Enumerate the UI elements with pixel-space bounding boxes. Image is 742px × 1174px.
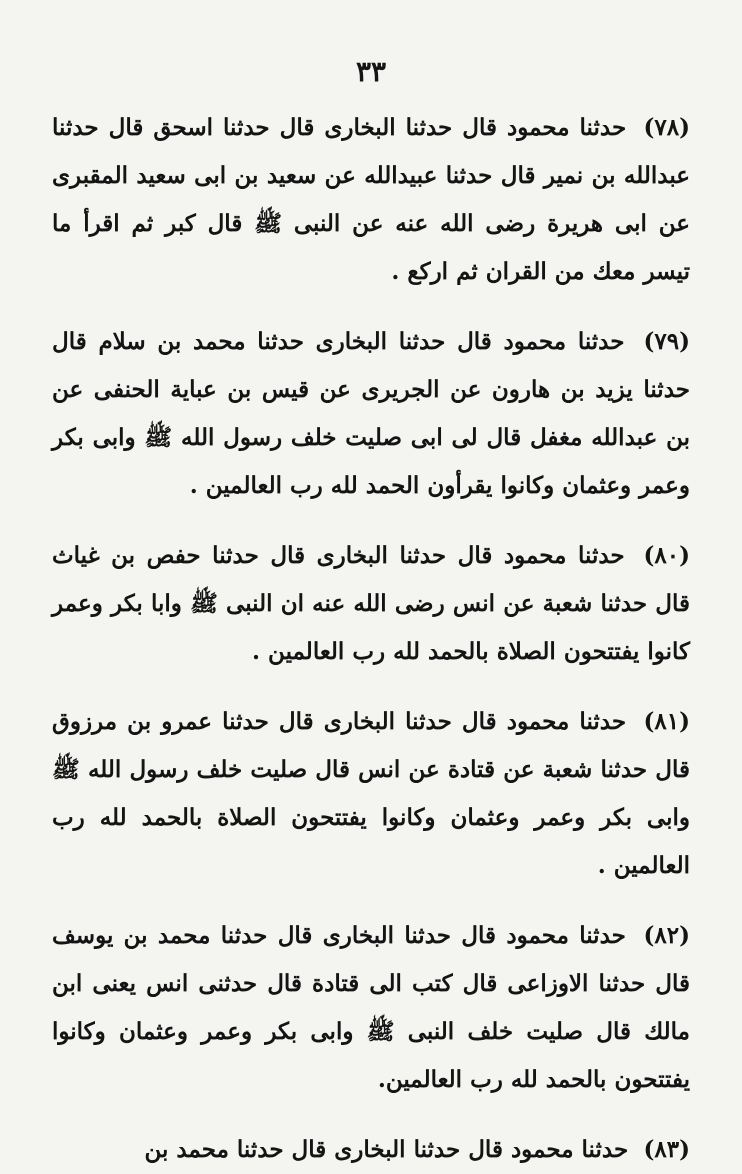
hadith-number: (٨٠) [643, 542, 690, 569]
hadith-text: حدثنا محمود قال حدثنا البخارى قال حدثنا اسحق قال حدثنا عبدالله بن نمير قال حدثنا عبيدالله عن سعيد بن ابى سعيد المقبرى عن ابى هريرة رضى الله عنه عن النبى ﷺ قال كبر ثم اقرأ ما تيسر معك من القران ثم اركع . [52, 114, 690, 285]
hadith-79 [52, 318, 690, 510]
hadith-number: (٧٩) [643, 328, 691, 355]
hadith-78 [52, 104, 690, 296]
hadith-82 [52, 912, 690, 1104]
page-number: ٣٣ [355, 55, 387, 88]
hadith-80 [52, 532, 690, 676]
hadith-text: حدثنا محمود قال حدثنا البخارى قال حدثنا عمرو بن مرزوق قال حدثنا شعبة عن قتادة عن انس قال صليت خلف رسول الله ﷺ وابى بكر وعمر وعثمان وكانوا يفتتحون الصلاة بالحمد لله رب العالمين . [52, 708, 690, 879]
hadith-83 [52, 1126, 690, 1174]
hadith-text: حدثنا محمود قال حدثنا البخارى قال حدثنا محمد بن يوسف قال حدثنا الاوزاعى قال كتب الى قتادة قال حدثنى انس يعنى ابن مالك قال صليت خلف النبى ﷺ وابى بكر وعمر وعثمان وكانوا يفتتحون بالحمد لله رب العالمين. [52, 922, 690, 1093]
hadith-number: (٨٢) [643, 922, 690, 949]
hadith-number: (٨١) [643, 708, 690, 735]
hadith-number: (٧٨) [643, 114, 690, 141]
hadith-number: (٨٣) [643, 1136, 690, 1163]
hadith-81 [52, 698, 690, 890]
hadith-text: حدثنا محمود قال حدثنا البخارى حدثنا محمد بن سلام قال حدثنا يزيد بن هارون عن الجريرى عن قيس بن عباية الحنفى عن بن عبدالله مغفل قال لى ابى صليت خلف رسول الله ﷺ وابى بكر وعمر وعثمان وكانوا يقرأون الحمد لله رب العالمين . [52, 328, 690, 499]
hadith-text: حدثنا محمود قال حدثنا البخارى قال حدثنا محمد بن [144, 1136, 629, 1163]
hadith-text: حدثنا محمود قال حدثنا البخارى قال حدثنا حفص بن غياث قال حدثنا شعبة عن انس رضى الله عنه ان النبى ﷺ وابا بكر وعمر كانوا يفتتحون الصلاة بالحمد لله رب العالمين . [52, 542, 690, 665]
